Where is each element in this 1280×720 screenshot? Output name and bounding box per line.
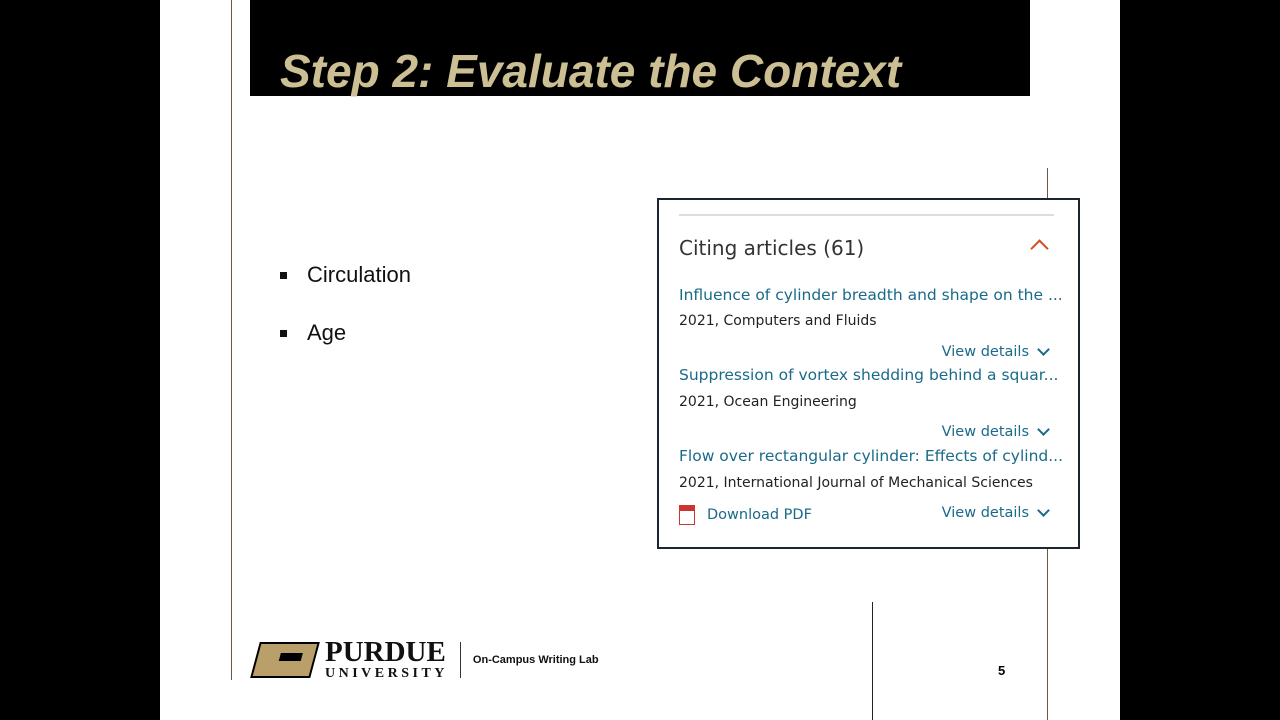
divider-line <box>1047 168 1048 198</box>
article-link[interactable]: Suppression of vortex shedding behind a squar... <box>679 366 1059 384</box>
view-details-button[interactable]: View details <box>942 424 1048 440</box>
title-bar <box>250 0 1030 96</box>
slide-title: Step 2: Evaluate the Context <box>280 45 902 97</box>
collapse-chevron-up-icon[interactable] <box>1030 239 1048 257</box>
bullet-item: Age <box>280 320 346 346</box>
article-link[interactable]: Influence of cylinder breadth and shape on the ... <box>679 286 1063 304</box>
divider-line <box>231 0 232 680</box>
divider-line <box>872 602 873 720</box>
chevron-down-icon <box>1037 343 1050 356</box>
purdue-p-icon <box>250 642 320 678</box>
view-details-button[interactable]: View details <box>942 505 1048 521</box>
article-meta: 2021, Ocean Engineering <box>679 394 857 410</box>
divider-line <box>1047 548 1048 720</box>
bullet-icon <box>280 272 287 279</box>
purdue-logo: PURDUE UNIVERSITY On-Campus Writing Lab <box>255 638 599 681</box>
chevron-down-icon <box>1037 504 1050 517</box>
chevron-down-icon <box>1037 423 1050 436</box>
bullet-icon <box>280 330 287 337</box>
citing-articles-panel <box>657 198 1080 549</box>
bullet-item: Circulation <box>280 262 411 288</box>
pdf-icon <box>679 505 695 525</box>
lab-name: On-Campus Writing Lab <box>472 653 599 666</box>
article-meta: 2021, Computers and Fluids <box>679 313 877 329</box>
view-details-button[interactable]: View details <box>942 344 1048 360</box>
logo-divider <box>460 642 461 678</box>
article-meta: 2021, International Journal of Mechanical Sciences <box>679 475 1033 491</box>
panel-title: Citing articles (61) <box>679 236 865 260</box>
article-link[interactable]: Flow over rectangular cylinder: Effects of cylind... <box>679 447 1064 465</box>
download-pdf-button[interactable]: Download PDF <box>679 505 812 525</box>
page-number: 5 <box>998 663 1006 678</box>
separator <box>679 214 1054 216</box>
